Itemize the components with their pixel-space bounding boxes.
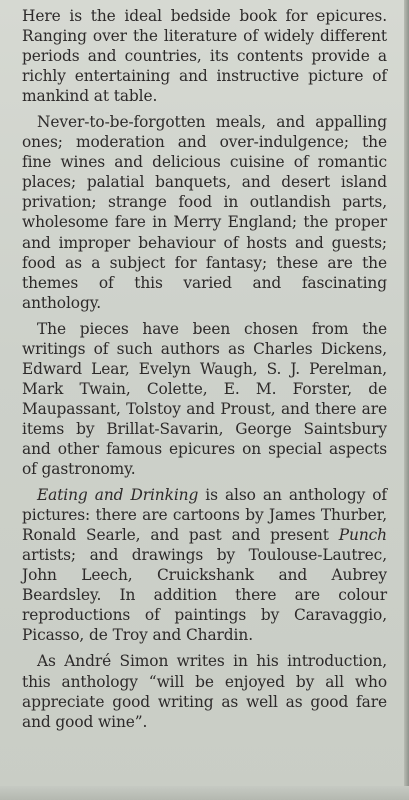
page-bottom-edge: [0, 786, 409, 800]
paragraph-authors: The pieces have been chosen from the writings of such authors as Charles Dickens, Edward Lear, Evelyn Waugh, S. J. Perelman, Mark Twain, Colette, E. M. Forster, de Maupassant, Tolstoy and Proust, and there are items by Brillat-Savarin, George Saintsbury and other famous epicures on special aspects of gastronomy.: [22, 319, 387, 479]
pictures-text-1: is also an anthology of pictures: there are cartoons by James Thurber, Ronald Searle, and past and present: [22, 486, 387, 545]
paragraph-intro: Here is the ideal bedside book for epicures. Ranging over the literature of widely different periods and countries, its contents provide a richly entertaining and instructive picture of mankind at table.: [22, 7, 387, 106]
punch-title: Punch: [338, 526, 387, 545]
paragraph-themes: Never-to-be-forgotten meals, and appalling ones; moderation and over-indulgence; the fine wines and delicious cuisine of romantic places; palatial banquets, and desert island privation; strange food in outlandish parts, wholesome fare in Merry England; the proper and improper behaviour of hosts and guests; food as a subject for fantasy; these are the themes of this varied and fascinating anthology.: [22, 113, 387, 312]
paragraph-pictures: [22, 485, 387, 645]
book-title: Eating and Drinking: [37, 486, 199, 505]
paragraph-quote: As André Simon writes in his introduction, this anthology “will be enjoyed by all who appreciate good writing as well as good fare and good wine”.: [22, 652, 387, 731]
page-edge: [404, 0, 409, 800]
pictures-text-2: artists; and drawings by Toulouse-Lautrec, John Leech, Cruickshank and Aubrey Beardsley. In addition there are colour reproductions of paintings by Caravaggio, Picasso, de Troy and Chardin.: [22, 546, 387, 645]
